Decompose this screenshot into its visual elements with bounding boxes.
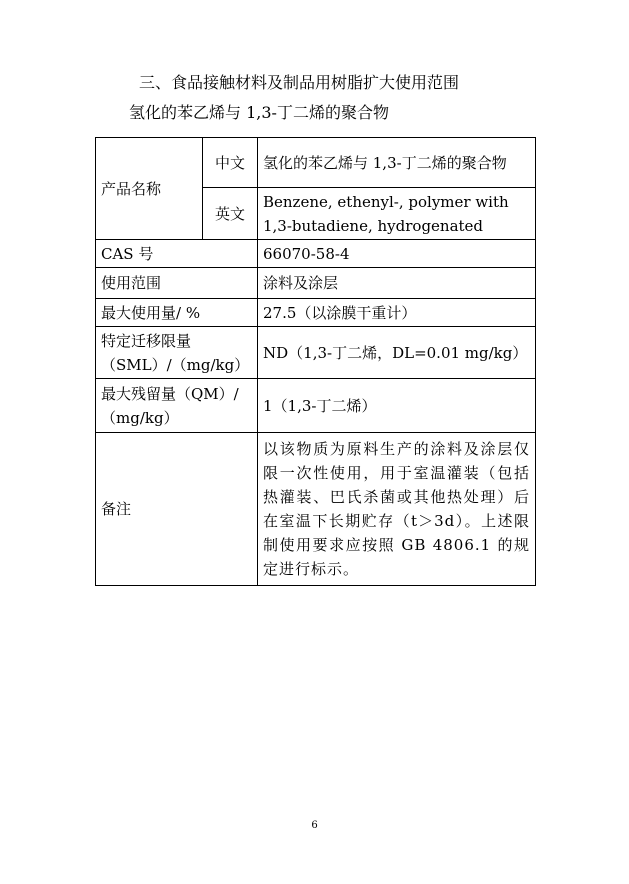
notes-label: 备注 bbox=[96, 433, 258, 586]
max-usage-label: 最大使用量/ % bbox=[96, 299, 258, 327]
usage-value: 涂料及涂层 bbox=[258, 268, 536, 299]
table-row bbox=[96, 433, 536, 586]
chinese-label: 中文 bbox=[203, 138, 258, 188]
cas-value: 66070-58-4 bbox=[258, 240, 536, 268]
chinese-value: 氢化的苯乙烯与 1,3-丁二烯的聚合物 bbox=[258, 138, 536, 188]
qm-label: 最大残留量（QM）/（mg/kg） bbox=[96, 379, 258, 433]
cas-label: CAS 号 bbox=[96, 240, 258, 268]
max-usage-value: 27.5（以涂膜干重计） bbox=[258, 299, 536, 327]
table-row bbox=[96, 138, 536, 188]
table-row bbox=[96, 299, 536, 327]
english-value: Benzene, ethenyl-, polymer with 1,3-butadiene, hydrogenated bbox=[258, 188, 536, 240]
notes-value: 以该物质为原料生产的涂料及涂层仅限一次性使用，用于室温灌装（包括热灌装、巴氏杀菌或其他热处理）后在室温下长期贮存（t＞3d）。上述限制使用要求应按照 GB 4806.1 的规定进行标示。 bbox=[258, 433, 536, 586]
section-heading: 三、食品接触材料及制品用树脂扩大使用范围 bbox=[139, 73, 460, 92]
table-row bbox=[96, 379, 536, 433]
usage-label: 使用范围 bbox=[96, 268, 258, 299]
english-label: 英文 bbox=[203, 188, 258, 240]
sml-label: 特定迁移限量（SML）/（mg/kg） bbox=[96, 327, 258, 379]
table-row bbox=[96, 268, 536, 299]
substance-info-table bbox=[95, 137, 536, 586]
qm-value: 1（1,3-丁二烯） bbox=[258, 379, 536, 433]
page-number: 6 bbox=[311, 820, 318, 831]
substance-name: 氢化的苯乙烯与 1,3-丁二烯的聚合物 bbox=[129, 103, 389, 122]
table-row bbox=[96, 240, 536, 268]
product-name-label: 产品名称 bbox=[96, 138, 203, 240]
table-row bbox=[96, 327, 536, 379]
sml-value: ND（1,3-丁二烯，DL=0.01 mg/kg） bbox=[258, 327, 536, 379]
